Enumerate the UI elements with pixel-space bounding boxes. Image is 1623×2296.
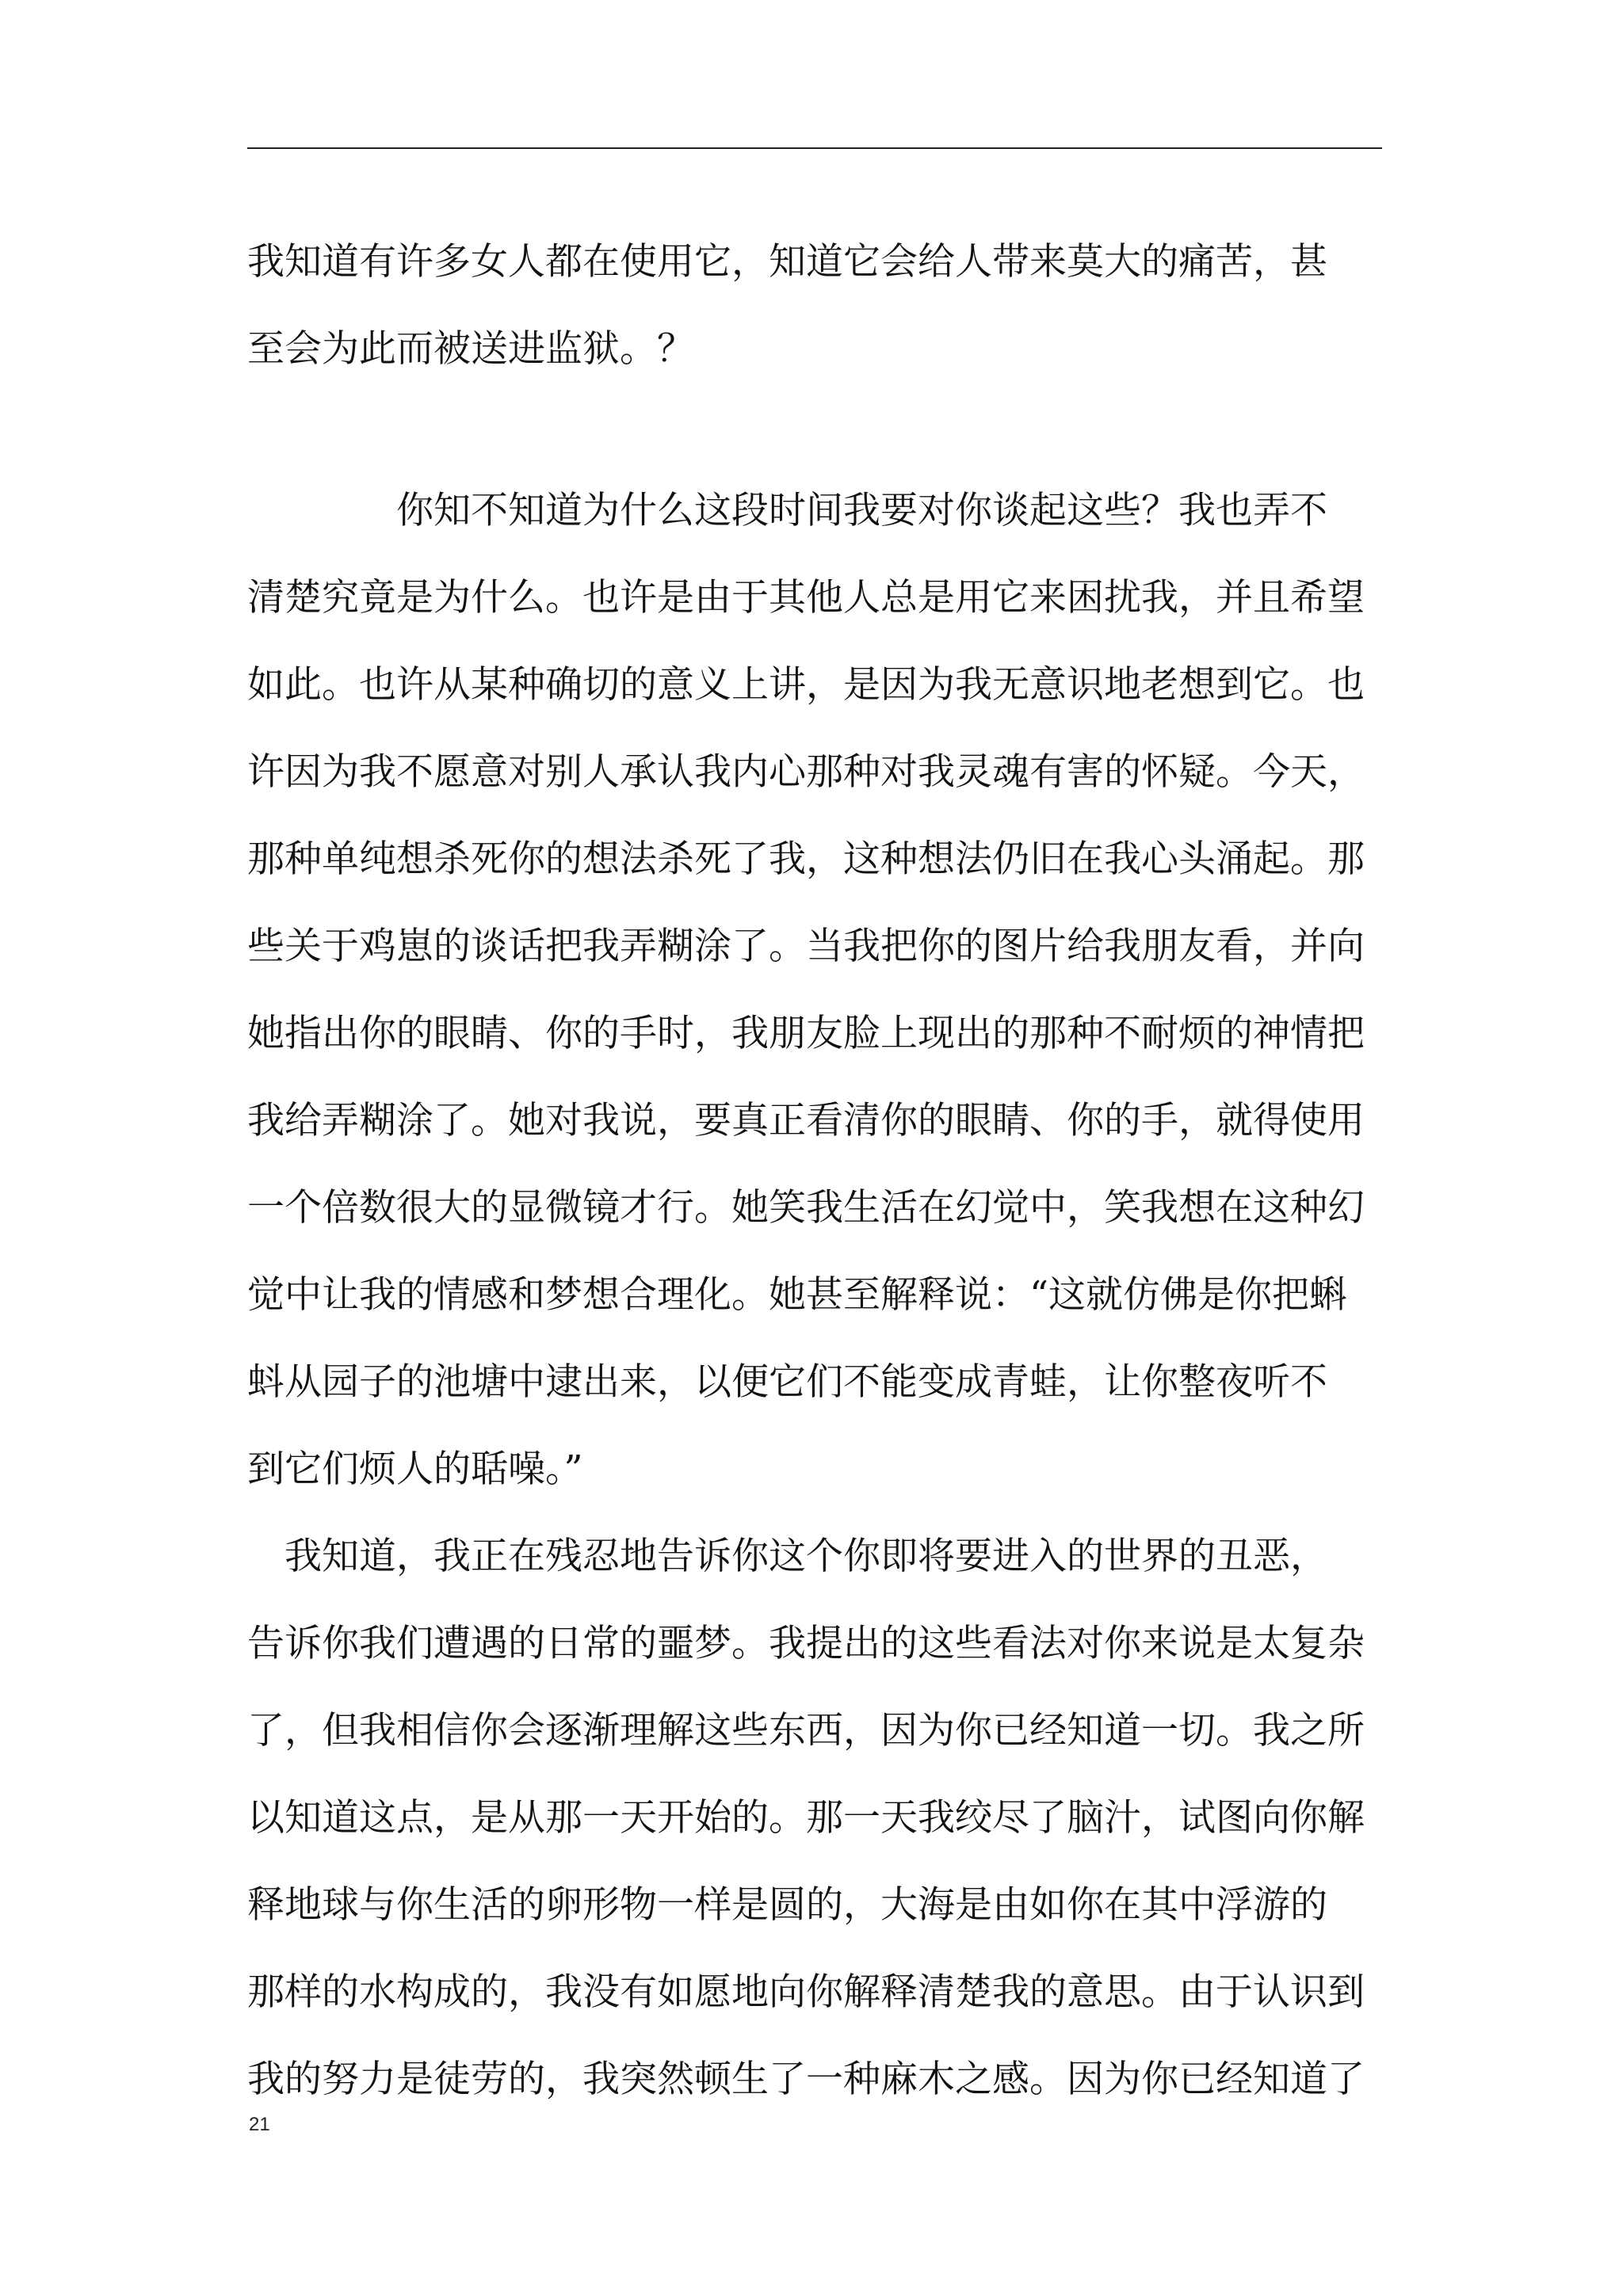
text-line: 一个倍数很大的显微镜才行。她笑我生活在幻觉中，笑我想在这种幻 xyxy=(247,1186,1365,1230)
page-number: 21 xyxy=(249,2114,270,2135)
text-line: 清楚究竟是为什么。也许是由于其他人总是用它来困扰我，并且希望 xyxy=(247,576,1365,620)
text-line: 些关于鸡崽的谈话把我弄糊涂了。当我把你的图片给我朋友看，并向 xyxy=(247,925,1365,968)
text-line: 许因为我不愿意对别人承认我内心那种对我灵魂有害的怀疑。今天， xyxy=(247,750,1365,794)
text-line: 我知道，我正在残忍地告诉你这个你即将要进入的世界的丑恶， xyxy=(247,1535,1327,1578)
text-line: 以知道这点，是从那一天开始的。那一天我绞尽了脑汁，试图向你解 xyxy=(247,1796,1365,1840)
text-line: 蚪从园子的池塘中逮出来，以便它们不能变成青蛙，让你整夜听不 xyxy=(247,1360,1327,1404)
text-line: 那样的水构成的，我没有如愿地向你解释清楚我的意思。由于认识到 xyxy=(247,1970,1365,2014)
text-line: 至会为此而被送进监狱。？ xyxy=(247,327,694,371)
header-rule xyxy=(247,147,1382,149)
text-line: 如此。也许从某种确切的意义上讲，是因为我无意识地老想到它。也 xyxy=(247,663,1365,707)
text-line: 我给弄糊涂了。她对我说，要真正看清你的眼睛、你的手，就得使用 xyxy=(247,1099,1365,1142)
text-line: 你知不知道为什么这段时间我要对你谈起这些？我也弄不 xyxy=(247,489,1327,532)
text-line: 我知道有许多女人都在使用它，知道它会给人带来莫大的痛苦，甚 xyxy=(247,240,1327,284)
text-line: 我的努力是徒劳的，我突然顿生了一种麻木之感。因为你已经知道了 xyxy=(247,2058,1365,2101)
text-line: 释地球与你生活的卵形物一样是圆的，大海是由如你在其中浮游的 xyxy=(247,1883,1327,1927)
body-text xyxy=(247,219,1388,2123)
text-line: 到它们烦人的聒噪。” xyxy=(247,1447,583,1491)
text-line: 她指出你的眼睛、你的手时，我朋友脸上现出的那种不耐烦的神情把 xyxy=(247,1012,1365,1055)
paragraph-gap xyxy=(247,393,1388,467)
text-line: 那种单纯想杀死你的想法杀死了我，这种想法仍旧在我心头涌起。那 xyxy=(247,837,1365,881)
text-line: 觉中让我的情感和梦想合理化。她甚至解释说：“这就仿佛是你把蝌 xyxy=(247,1273,1347,1317)
text-line: 了，但我相信你会逐渐理解这些东西，因为你已经知道一切。我之所 xyxy=(247,1709,1365,1753)
text-line: 告诉你我们遭遇的日常的噩梦。我提出的这些看法对你来说是太复杂 xyxy=(247,1622,1365,1665)
